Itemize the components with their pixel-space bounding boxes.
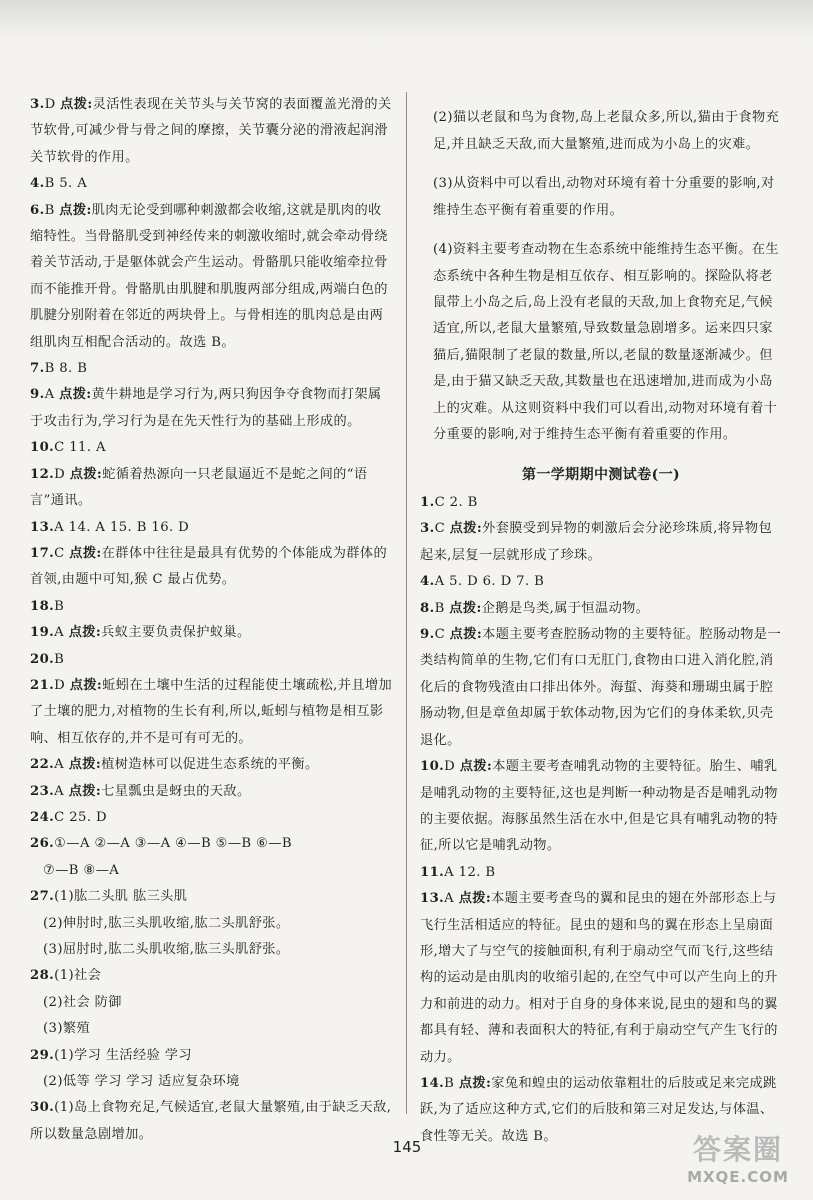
answer-item	[420, 516, 782, 569]
answer-line	[420, 886, 782, 1071]
watermark-logo: 答案圈	[692, 1133, 783, 1166]
question-number: 21.	[30, 677, 55, 693]
question-number: 6.	[30, 202, 45, 218]
tip-label: 点拨:	[69, 677, 103, 693]
answer-item	[420, 886, 782, 1071]
answer-choice: (1)社会	[54, 968, 102, 984]
answer-item	[420, 569, 782, 595]
answer-line	[30, 779, 395, 805]
question-number: 24.	[30, 809, 55, 825]
continuation-paragraph: (3)从资料中可以看出,动物对环境有着十分重要的影响,对维持生态平衡有着重要的作用。	[433, 176, 775, 218]
tip-text: 企鹅是鸟类,属于恒温动物。	[481, 600, 650, 616]
tip-label: 点拨:	[69, 466, 103, 482]
sub-answer: (2)伸肘时,肱三头肌收缩,肱二头肌舒张。	[43, 915, 290, 931]
question-number: 20.	[30, 651, 55, 667]
answer-line	[30, 1095, 395, 1148]
answer-choice: D	[54, 677, 66, 693]
answer-choice: (1)学习 生活经验 学习	[54, 1047, 192, 1063]
question-number: 30.	[30, 1100, 55, 1116]
answer-item	[30, 92, 395, 171]
question-number: 4.	[30, 176, 45, 192]
tip-text: 本题主要考查鸟的翼和昆虫的翅在外部形态上与飞行生活相适应的特征。昆虫的翅和鸟的翼在形态上呈扇面形,增大了与空气的接触面积,有利于扇动空气而飞行,这些结构的运动是由肌肉的收缩引起的,在空气中可以产生向上的升力和前进的动力。相对于自身的身体来说,昆虫的翅和鸟的翼都具有轻、薄和表面积大的特征,有利于扇动空气产生飞行的动力。	[420, 891, 778, 1065]
answer-choice: B	[444, 1075, 455, 1091]
answer-line	[30, 462, 395, 515]
answer-line	[30, 541, 395, 594]
answer-item	[30, 963, 395, 1042]
answer-choice: D	[444, 759, 456, 775]
answer-choice: B	[434, 600, 445, 616]
right-column	[420, 92, 782, 1150]
answer-choice: A 5. D 6. D 7. B	[434, 574, 545, 590]
answer-choice: B	[54, 598, 65, 614]
tip-text: 外套膜受到异物的刺激后会分泌珍珠质,将异物包起来,层复一层就形成了珍珠。	[420, 521, 773, 563]
answer-item	[30, 805, 395, 831]
question-number: 27.	[30, 889, 55, 905]
watermark	[668, 1128, 808, 1194]
tip-label: 点拨:	[449, 521, 483, 537]
question-number: 3.	[420, 521, 435, 537]
answer-item	[420, 754, 782, 860]
tip-label: 点拨:	[459, 759, 493, 775]
answer-choice: A	[54, 783, 65, 799]
answer-line	[30, 1043, 395, 1069]
answer-choice: A	[54, 757, 65, 773]
answer-choice: B	[44, 202, 55, 218]
sub-answer: (3)繁殖	[43, 1021, 91, 1037]
answer-choice: C 2. B	[434, 495, 478, 511]
answer-item	[30, 435, 395, 461]
answer-choice: C	[54, 545, 65, 561]
question-number: 7.	[30, 361, 45, 377]
answer-item	[30, 198, 395, 356]
tip-text: 蛇循着热源向一只老鼠逼近不是蛇之间的“语言”通讯。	[30, 466, 368, 509]
tip-text: 蚯蚓在土壤中生活的过程能使土壤疏松,并且增加了土壤的肥力,对植物的生长有利,所以,蚯蚓与植物是相互影响、相互依存的,并不是可有可无的。	[30, 677, 393, 746]
answer-item	[30, 382, 395, 435]
answer-choice: ①—A ②—A ③—A ④—B ⑤—B ⑥—B	[54, 836, 293, 852]
tip-label: 点拨:	[59, 202, 92, 218]
answer-line	[30, 831, 395, 857]
answer-line	[30, 382, 395, 435]
answer-item	[30, 462, 395, 515]
tip-label: 点拨:	[449, 627, 483, 643]
answer-line	[30, 752, 395, 778]
answer-choice: B 5. A	[44, 176, 88, 192]
sub-answer: (3)屈肘时,肱二头肌收缩,肱三头肌舒张。	[43, 942, 290, 957]
tip-text: 兵蚁主要负责保护蚁巢。	[101, 625, 251, 641]
answer-line	[420, 622, 782, 754]
answer-line	[420, 754, 782, 860]
sub-answer: (2)社会 防御	[43, 994, 122, 1010]
question-number: 13.	[30, 519, 55, 535]
tip-text: 在群体中往往是最具有优势的个体能成为群体的首领,由题中可知,猴 C 最占优势。	[30, 545, 388, 588]
answer-choice: A	[54, 625, 65, 641]
answer-line	[30, 963, 395, 989]
answer-choice: D	[44, 97, 56, 112]
answer-line	[30, 198, 395, 356]
tip-text: 肌肉无论受到哪种刺激都会收缩,这就是肌肉的收缩特性。当骨骼肌受到神经传来的刺激收缩时,就会牵动骨绕着关节活动,于是躯体就会产生运动。骨骼肌只能收缩牵拉骨而不能推开骨。骨骼肌由肌腱和肌腹两部分组成,两端白色的肌腱分别附着在邻近的两块骨上。与骨相连的肌肉总是由两组肌肉互相配合活动的。故选 B。	[30, 202, 388, 350]
answer-item	[30, 594, 395, 620]
question-number: 28.	[30, 968, 55, 984]
question-number: 29.	[30, 1047, 55, 1063]
tip-label: 点拨:	[59, 387, 92, 403]
answer-item	[30, 541, 395, 594]
tip-label: 点拨:	[60, 97, 93, 112]
left-column	[30, 92, 395, 1148]
answer-item	[30, 1043, 395, 1096]
continuation-paragraph: (4)资料主要考查动物在生态系统中能维持生态平衡。在生态系统中各种生物是相互依存、相互影响的。探险队将老鼠带上小岛之后,岛上没有老鼠的天敌,加上食物充足,气候适宜,所以,老鼠大量繁殖,导致数量急剧增多。运来四只家猫后,猫限制了老鼠的数量,所以,老鼠的数量逐渐减少。但是,由于猫又缺乏天敌,其数量也在迅速增加,进而成为小岛上的灾难。从这则资料中我们可以看出,动物对环境有着十分重要的影响,对于维持生态平衡有着重要的作用。	[433, 242, 779, 443]
answer-line	[420, 516, 782, 569]
answer-item	[30, 779, 395, 805]
answer-item	[30, 673, 395, 752]
answer-item	[420, 596, 782, 622]
answer-line	[420, 860, 782, 886]
question-number: 14.	[420, 1075, 445, 1091]
answer-choice: (1)岛上食物充足,气候适宜,老鼠大量繁殖,由于缺乏天敌,所以数量急剧增加。	[30, 1100, 392, 1142]
answer-line	[30, 594, 395, 620]
answer-line	[30, 884, 395, 910]
tip-text: 本题主要考查腔肠动物的主要特征。腔肠动物是一类结构简单的生物,它们有口无肛门,食物由口进入消化腔,消化后的食物残渣由口排出体外。海蜇、海葵和珊瑚虫属于腔肠动物,但是章鱼却属于软体动物,因为它们的身体柔软,贝壳退化。	[420, 627, 782, 748]
answer-choice: B	[54, 651, 65, 667]
answer-item	[420, 490, 782, 516]
continuation-paragraph: (2)猫以老鼠和鸟为食物,岛上老鼠众多,所以,猫由于食物充足,并且缺乏天敌,而大量繁殖,进而成为小岛上的灾难。	[433, 110, 780, 152]
tip-text: 灵活性表现在关节头与关节窝的表面覆盖光滑的关节软骨,可减少骨与骨之间的摩擦，关节囊分泌的滑液起润滑关节软骨的作用。	[30, 97, 392, 165]
question-number: 26.	[30, 836, 55, 852]
answer-item	[30, 647, 395, 673]
answer-item	[30, 752, 395, 778]
answer-choice: C 25. D	[54, 809, 107, 825]
question-number: 3.	[30, 97, 45, 112]
tip-text: 家兔和蝗虫的运动依靠粗壮的后肢或足来完成跳跃,为了适应这种方式,它们的后肢和第三对足发达,与体温、食性等无关。故选 B。	[420, 1075, 777, 1144]
answer-line	[30, 171, 395, 197]
tip-label: 点拨:	[68, 625, 102, 641]
question-number: 11.	[420, 864, 445, 880]
sub-answer: (2)低等 学习 学习 适应复杂环境	[43, 1074, 240, 1090]
tip-label: 点拨:	[458, 891, 492, 907]
answer-line	[30, 673, 395, 752]
answer-choice: A	[444, 891, 455, 907]
answer-item	[30, 356, 395, 382]
answer-line	[420, 490, 782, 516]
question-number: 9.	[30, 387, 45, 403]
answer-item	[30, 515, 395, 541]
sub-answer: ⑦—B ⑧—A	[43, 862, 120, 878]
right-answers	[420, 490, 782, 1150]
answer-item	[30, 620, 395, 646]
tip-text: 七星瓢虫是蚜虫的天敌。	[101, 783, 251, 799]
page-number: 145	[392, 1138, 422, 1156]
question-number: 13.	[420, 891, 445, 907]
answer-line	[420, 596, 782, 622]
answer-line	[30, 515, 395, 541]
scan-top-band	[0, 0, 813, 40]
tip-text: 本题主要考查哺乳动物的主要特征。胎生、哺乳是哺乳动物的主要特征,这也是判断一种动物是否是哺乳动物的主要依据。海豚虽然生活在水中,但是它具有哺乳动物的特征,所以它是哺乳动物。	[420, 759, 778, 854]
answer-line	[420, 569, 782, 595]
question-number: 18.	[30, 598, 55, 614]
answer-line	[30, 805, 395, 831]
tip-text: 植树造林可以促进生态系统的平衡。	[101, 757, 319, 773]
question-number: 1.	[420, 495, 435, 511]
answer-item	[30, 1095, 395, 1148]
answer-choice: C 11. A	[54, 440, 106, 456]
answer-choice: C	[434, 627, 446, 643]
watermark-url: MXQE.COM	[687, 1168, 789, 1186]
question-number: 19.	[30, 625, 55, 641]
answer-choice: A 12. B	[444, 864, 496, 880]
question-number: 12.	[30, 466, 55, 482]
answer-line	[30, 356, 395, 382]
answer-line	[30, 647, 395, 673]
tip-label: 点拨:	[69, 545, 102, 561]
question-number: 23.	[30, 783, 55, 799]
answer-choice: B 8. B	[44, 361, 88, 377]
column-divider	[406, 92, 407, 1114]
question-number: 10.	[420, 759, 445, 775]
tip-label: 点拨:	[68, 757, 102, 773]
answer-item	[30, 171, 395, 197]
answer-choice: A 14. A 15. B 16. D	[54, 519, 190, 535]
question-number: 8.	[420, 600, 435, 616]
answer-choice: A	[44, 387, 55, 403]
question-number: 9.	[420, 627, 435, 643]
answer-item	[420, 860, 782, 886]
answer-choice: D	[54, 466, 66, 482]
section-title: 第一学期期中测试卷(一)	[521, 466, 681, 483]
tip-label: 点拨:	[458, 1075, 492, 1091]
answer-item	[30, 831, 395, 884]
answer-line	[30, 92, 395, 171]
answer-line	[30, 435, 395, 461]
answer-choice: (1)肱二头肌 肱三头肌	[54, 889, 188, 905]
answer-item	[30, 884, 395, 963]
tip-label: 点拨:	[68, 783, 102, 799]
question-number: 10.	[30, 440, 55, 456]
right-continuation	[420, 105, 782, 448]
answer-line	[30, 620, 395, 646]
tip-label: 点拨:	[449, 600, 482, 616]
answer-choice: C	[434, 521, 446, 537]
question-number: 17.	[30, 545, 55, 561]
question-number: 22.	[30, 757, 55, 773]
tip-text: 黄牛耕地是学习行为,两只狗因争夺食物而打架属于攻击行为,学习行为是在先天性行为的基础上形成的。	[30, 387, 382, 429]
question-number: 4.	[420, 574, 435, 590]
answer-item	[420, 622, 782, 754]
